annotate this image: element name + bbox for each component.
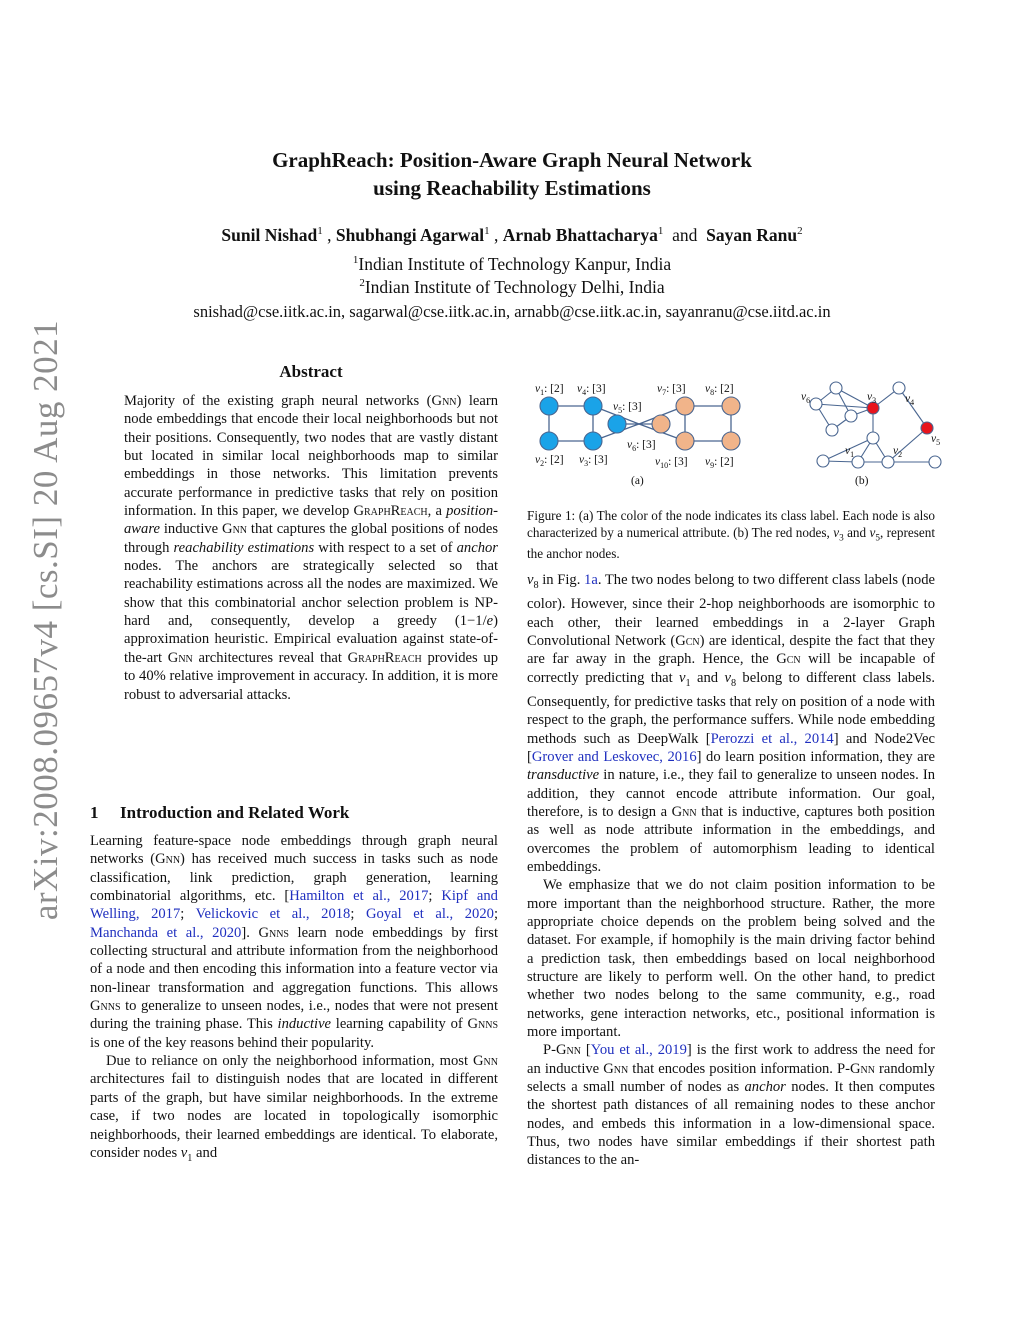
- arxiv-stamp: [18, 270, 74, 970]
- figure-1-graphic: [527, 376, 947, 491]
- author-name: Arnab Bhattacharya: [502, 225, 658, 245]
- node-label-v2: $v_2$: [2]: [535, 454, 564, 468]
- node-label-v8: $v_8$: [2]: [705, 383, 734, 397]
- text-run: in Fig.: [538, 572, 585, 588]
- section-number: 1: [90, 803, 99, 822]
- node-label: $v_5$: [931, 433, 941, 447]
- text-run: P-: [543, 1042, 556, 1059]
- graph-node-v7: [676, 397, 694, 415]
- section-heading: [90, 803, 349, 823]
- text-run: Gnn: [473, 1053, 498, 1070]
- text-run: Gnns: [467, 1016, 499, 1033]
- text-run: [: [580, 1042, 591, 1059]
- author-affil-mark: 1: [317, 225, 323, 238]
- text-run: ) has received much success in tasks such as node classification, link prediction, graph generation, learning combinatorial algorithms, etc. [: [90, 851, 498, 905]
- section-title: Introduction and Related Work: [120, 803, 350, 822]
- citation-link[interactable]: Goyal et al., 2020: [365, 906, 494, 923]
- text-run: nodes. The anchors are strategically selected so that reachability estimations across all the nodes are maximized. We show that this combinatorial anchor selection problem is NP-hard and, consequently, develop a greedy (1−1/: [124, 558, 498, 630]
- author-affil-mark: 1: [657, 225, 664, 238]
- title-line-2: using Reachability Estimations: [373, 176, 651, 200]
- text-run: ) approximation heuristic. Empirical evaluation against state-of-the-art: [124, 613, 498, 666]
- author-emails: snishad@cse.iitk.ac.in, sagarwal@cse.iitk.ac.in, arnabb@cse.iitk.ac.in, sayanranu@cse.iitd.ac.in: [193, 302, 831, 321]
- abstract-heading: Abstract: [279, 362, 343, 381]
- text-run: is one of the key reasons behind their popularity.: [90, 1034, 374, 1051]
- paragraph: [527, 571, 935, 876]
- node-label-v6: $v_6$: [3]: [627, 439, 656, 453]
- text-run: architectures fail to distinguish nodes that are located in different parts of the graph, but have similar neighborhoods. In the extreme case, if two nodes are located in topologically isomorphic neighborhoods, their learned embeddings are identical. To elaborate, consider nodes: [90, 1071, 498, 1161]
- title-line-1: GraphReach: Position-Aware Graph Neural Network: [272, 148, 752, 172]
- author-separator: ,: [327, 225, 332, 245]
- text-run: ] is the first work to address the need for an inductive: [527, 1042, 935, 1077]
- text-run: position-aware: [124, 503, 498, 538]
- author-affil-mark: 2: [797, 225, 803, 238]
- node-label-v7: $v_7$: [3]: [657, 383, 686, 397]
- text-run: Gnn: [555, 1042, 581, 1059]
- text-run: that is inductive, captures both position as well as node attribute information in the embeddings, and overcomes the problem of automorphism leading to identical embeddings.: [527, 803, 935, 875]
- text-run: GraphReach: [353, 503, 428, 520]
- author-name: Sayan Ranu: [706, 225, 798, 245]
- node-label: $v_3$: [867, 391, 877, 405]
- panel-b-nodes: [810, 382, 941, 468]
- graph-node-v9: [722, 432, 740, 450]
- text-run: 8: [533, 579, 539, 591]
- graph-node-v5: [608, 415, 626, 433]
- text-run: ) are identical, despite the fact that they are far away in the graph. Hence, the: [527, 632, 935, 668]
- right-column-body: [527, 571, 935, 1170]
- text-run: Gnn: [222, 521, 248, 538]
- graph-node-v2: [540, 432, 558, 450]
- text-run: ;: [493, 906, 498, 923]
- text-run: anchor: [744, 1079, 786, 1096]
- text-run: Gnn: [431, 393, 457, 409]
- text-run: in nature, i.e., they fail to generalize to unseen nodes. In addition, they cannot encode attribute information. Our goal, therefore, is to design a: [527, 767, 935, 820]
- text-run: with respect to a set of: [314, 539, 457, 556]
- arxiv-id: arXiv:2008.09657v4 [cs.SI] 20 Aug 2021: [26, 319, 65, 921]
- text-run: v: [724, 669, 731, 686]
- graph-node: [867, 432, 879, 444]
- abstract-body: [124, 392, 498, 704]
- text-run: transductive: [527, 767, 600, 784]
- text-run: v: [833, 524, 840, 540]
- author-and: and: [672, 225, 698, 245]
- citation-link[interactable]: 1a: [584, 572, 598, 588]
- text-run: reachability estimations: [173, 539, 315, 556]
- text-run: learning capability of: [331, 1016, 468, 1033]
- affiliation-1: [100, 254, 924, 275]
- text-run: 8: [730, 677, 737, 689]
- text-run: architectures reveal that: [192, 649, 348, 666]
- node-label-v4: $v_4$: [3]: [577, 383, 606, 397]
- text-run: 1: [685, 677, 691, 689]
- text-run: ;: [180, 906, 196, 923]
- text-run: Due to reliance on only the neighborhood information, most: [106, 1053, 474, 1070]
- graph-node: [830, 382, 842, 394]
- graph-node-v3: [584, 432, 602, 450]
- text-run: Gnns: [90, 998, 121, 1015]
- affiliation-text: Indian Institute of Technology Delhi, India: [364, 277, 665, 297]
- text-run: ] do learn position information, they are: [696, 748, 935, 765]
- text-run: Gnn: [850, 1060, 875, 1077]
- affiliation-text: Indian Institute of Technology Kanpur, India: [358, 254, 672, 274]
- paragraph: [90, 832, 498, 1052]
- node-label: $v_2$: [893, 445, 903, 459]
- figure-1: [527, 376, 947, 491]
- affiliation-2: [100, 277, 924, 298]
- text-run: . The two nodes belong to two different class labels (node color). However, since their 2-hop neighborhoods are isomorphic to each other, their learned embeddings in a 2-layer Graph Convolutional Network (: [527, 572, 935, 649]
- text-run: Majority of the existing graph neural networks (: [124, 393, 432, 409]
- graph-node: [882, 456, 894, 468]
- graph-node: [845, 410, 857, 422]
- node-label: $v_6$: [801, 391, 811, 405]
- text-run: Gnns: [258, 924, 289, 941]
- citation-link[interactable]: Velickovic et al., 2018: [195, 906, 351, 923]
- graph-node-v4: [584, 397, 602, 415]
- paragraph: [90, 1052, 498, 1168]
- text-run: randomly selects a small number of nodes as: [527, 1060, 935, 1096]
- citation-link[interactable]: Grover and Leskovec, 2016: [531, 748, 697, 765]
- graph-node: [893, 382, 905, 394]
- text-run: v: [527, 572, 534, 588]
- text-run: Gcn: [675, 632, 700, 649]
- text-run: and: [690, 669, 725, 686]
- citation-link[interactable]: Kipf and Welling, 2017: [90, 888, 498, 923]
- text-run: Figure 1: (a) The color of the node indicates its class label. Each node is also characterized by a numerical attribute. (b) The red nodes,: [527, 508, 935, 540]
- text-run: v: [180, 1144, 188, 1161]
- text-run: inductive: [159, 521, 223, 538]
- affiliation-mark: 2: [359, 277, 365, 290]
- panel-b-label: (b): [855, 475, 869, 487]
- text-run: Gnn: [155, 851, 181, 868]
- node-label-v5: $v_5$: [3]: [613, 401, 642, 415]
- text-run: 3: [839, 532, 844, 543]
- graph-node-v10: [676, 432, 694, 450]
- text-run: anchor: [456, 539, 498, 556]
- node-label-v10: $v_{10}$: [3]: [655, 456, 688, 470]
- graph-node-v8: [722, 397, 740, 415]
- text-run: will be incapable of correctly predicting that: [527, 651, 936, 686]
- text-run: Gcn: [776, 651, 801, 668]
- citation-link[interactable]: Manchanda et al., 2020: [90, 924, 242, 941]
- node-label: $v_4$: [905, 393, 915, 407]
- text-run: , represent the anchor nodes.: [527, 524, 935, 562]
- text-run: , a: [427, 503, 447, 520]
- text-run: e: [486, 613, 494, 630]
- text-run: 1: [187, 1152, 193, 1164]
- graph-node: [826, 424, 838, 436]
- author-name: Shubhangi Agarwal: [335, 225, 485, 245]
- citation-link[interactable]: You et al., 2019: [590, 1042, 687, 1059]
- author-list: [100, 225, 924, 246]
- text-run: inductive: [277, 1016, 332, 1033]
- text-run: and: [192, 1144, 218, 1161]
- text-run: Gnn: [603, 1060, 629, 1077]
- text-run: to generalize to unseen nodes, i.e., nodes that were not present during the training phase. This: [90, 998, 498, 1033]
- text-run: 5: [875, 532, 880, 543]
- text-run: nodes. It then computes the shortest path distances of all remaining nodes to these anchor nodes, and embeds this information in a low-dimensional space. Thus, two nodes have similar embeddings if their shortest path distances to the an-: [527, 1079, 935, 1169]
- paragraph: [527, 1041, 935, 1169]
- left-column-body: [90, 832, 498, 1168]
- graph-node-v6: [652, 415, 670, 433]
- graph-node: [817, 455, 829, 467]
- text-run: Gnn: [167, 649, 193, 666]
- node-label-v1: $v_1$: [2]: [535, 383, 564, 397]
- text-run: ) learn node embeddings that encode their local neighborhoods but not their positions. Consequently, two nodes that are vastly distant but located in similar local neighborhoods map to similar embeddings in those networks. This limitation prevents accurate performance in predictive tasks that rely on position information. In this paper, we develop: [124, 393, 498, 520]
- author-separator: ,: [494, 225, 499, 245]
- node-label-v3: $v_3$: [3]: [579, 454, 608, 468]
- text-run: that captures the global positions of nodes through: [124, 521, 498, 556]
- paper-title: [100, 146, 924, 202]
- text-run: belong to different class labels. Consequently, for predictive tasks that rely on position of a node with respect to the graph, the performance suffers. While node embedding methods such as DeepWalk [: [527, 669, 936, 747]
- graph-node: [929, 456, 941, 468]
- text-run: Learning feature-space node embeddings through graph neural networks (: [90, 833, 498, 868]
- text-run: v: [869, 524, 876, 540]
- text-run: provides up to 40% relative improvement in accuracy. In addition, it is more robust to adversarial attacks.: [124, 649, 498, 703]
- panel-a-labels: [535, 383, 734, 470]
- citation-link[interactable]: Hamilton et al., 2017: [289, 888, 429, 905]
- text-run: GraphReach: [347, 649, 422, 666]
- text-run: v: [679, 669, 686, 686]
- text-run: and: [843, 524, 870, 540]
- panel-a-label: (a): [631, 475, 644, 487]
- text-run: ;: [350, 906, 366, 923]
- graph-node: [810, 398, 822, 410]
- text-run: Gnn: [671, 803, 697, 820]
- node-label-v9: $v_9$: [2]: [705, 456, 734, 470]
- affiliation-mark: 1: [352, 254, 359, 267]
- citation-link[interactable]: Perozzi et al., 2014: [710, 730, 834, 747]
- author-name: Sunil Nishad: [221, 225, 318, 245]
- paragraph: [527, 876, 935, 1041]
- figure-caption: [527, 508, 935, 563]
- text-run: We emphasize that we do not claim position information to be more important than the neighborhood structure. Rather, the more appropriate choice depends on the problem being solved and the dataset. For example, if homophily is the main driving factor behind a prediction task, then embeddings based on local neighborhood structure are likely to perform well. On the other hand, to predict whether two nodes belong to the same community, e.g., road networks, gene interaction networks, etc., positional information is more important.: [527, 877, 935, 1041]
- graph-node-v1: [540, 397, 558, 415]
- author-affil-mark: 1: [484, 225, 490, 238]
- text-run: ].: [241, 924, 259, 941]
- text-run: learn node embeddings by first collecting structural and attribute information from the neighborhood of a node and then encoding this information into a feature vector via non-linear transformation and aggregation functions. This allows: [90, 924, 498, 996]
- node-label: $v_1$: [845, 445, 855, 459]
- text-run: ] and Node2Vec [: [527, 730, 935, 765]
- text-run: that encodes position information. P-: [628, 1060, 850, 1077]
- text-run: ;: [428, 888, 442, 905]
